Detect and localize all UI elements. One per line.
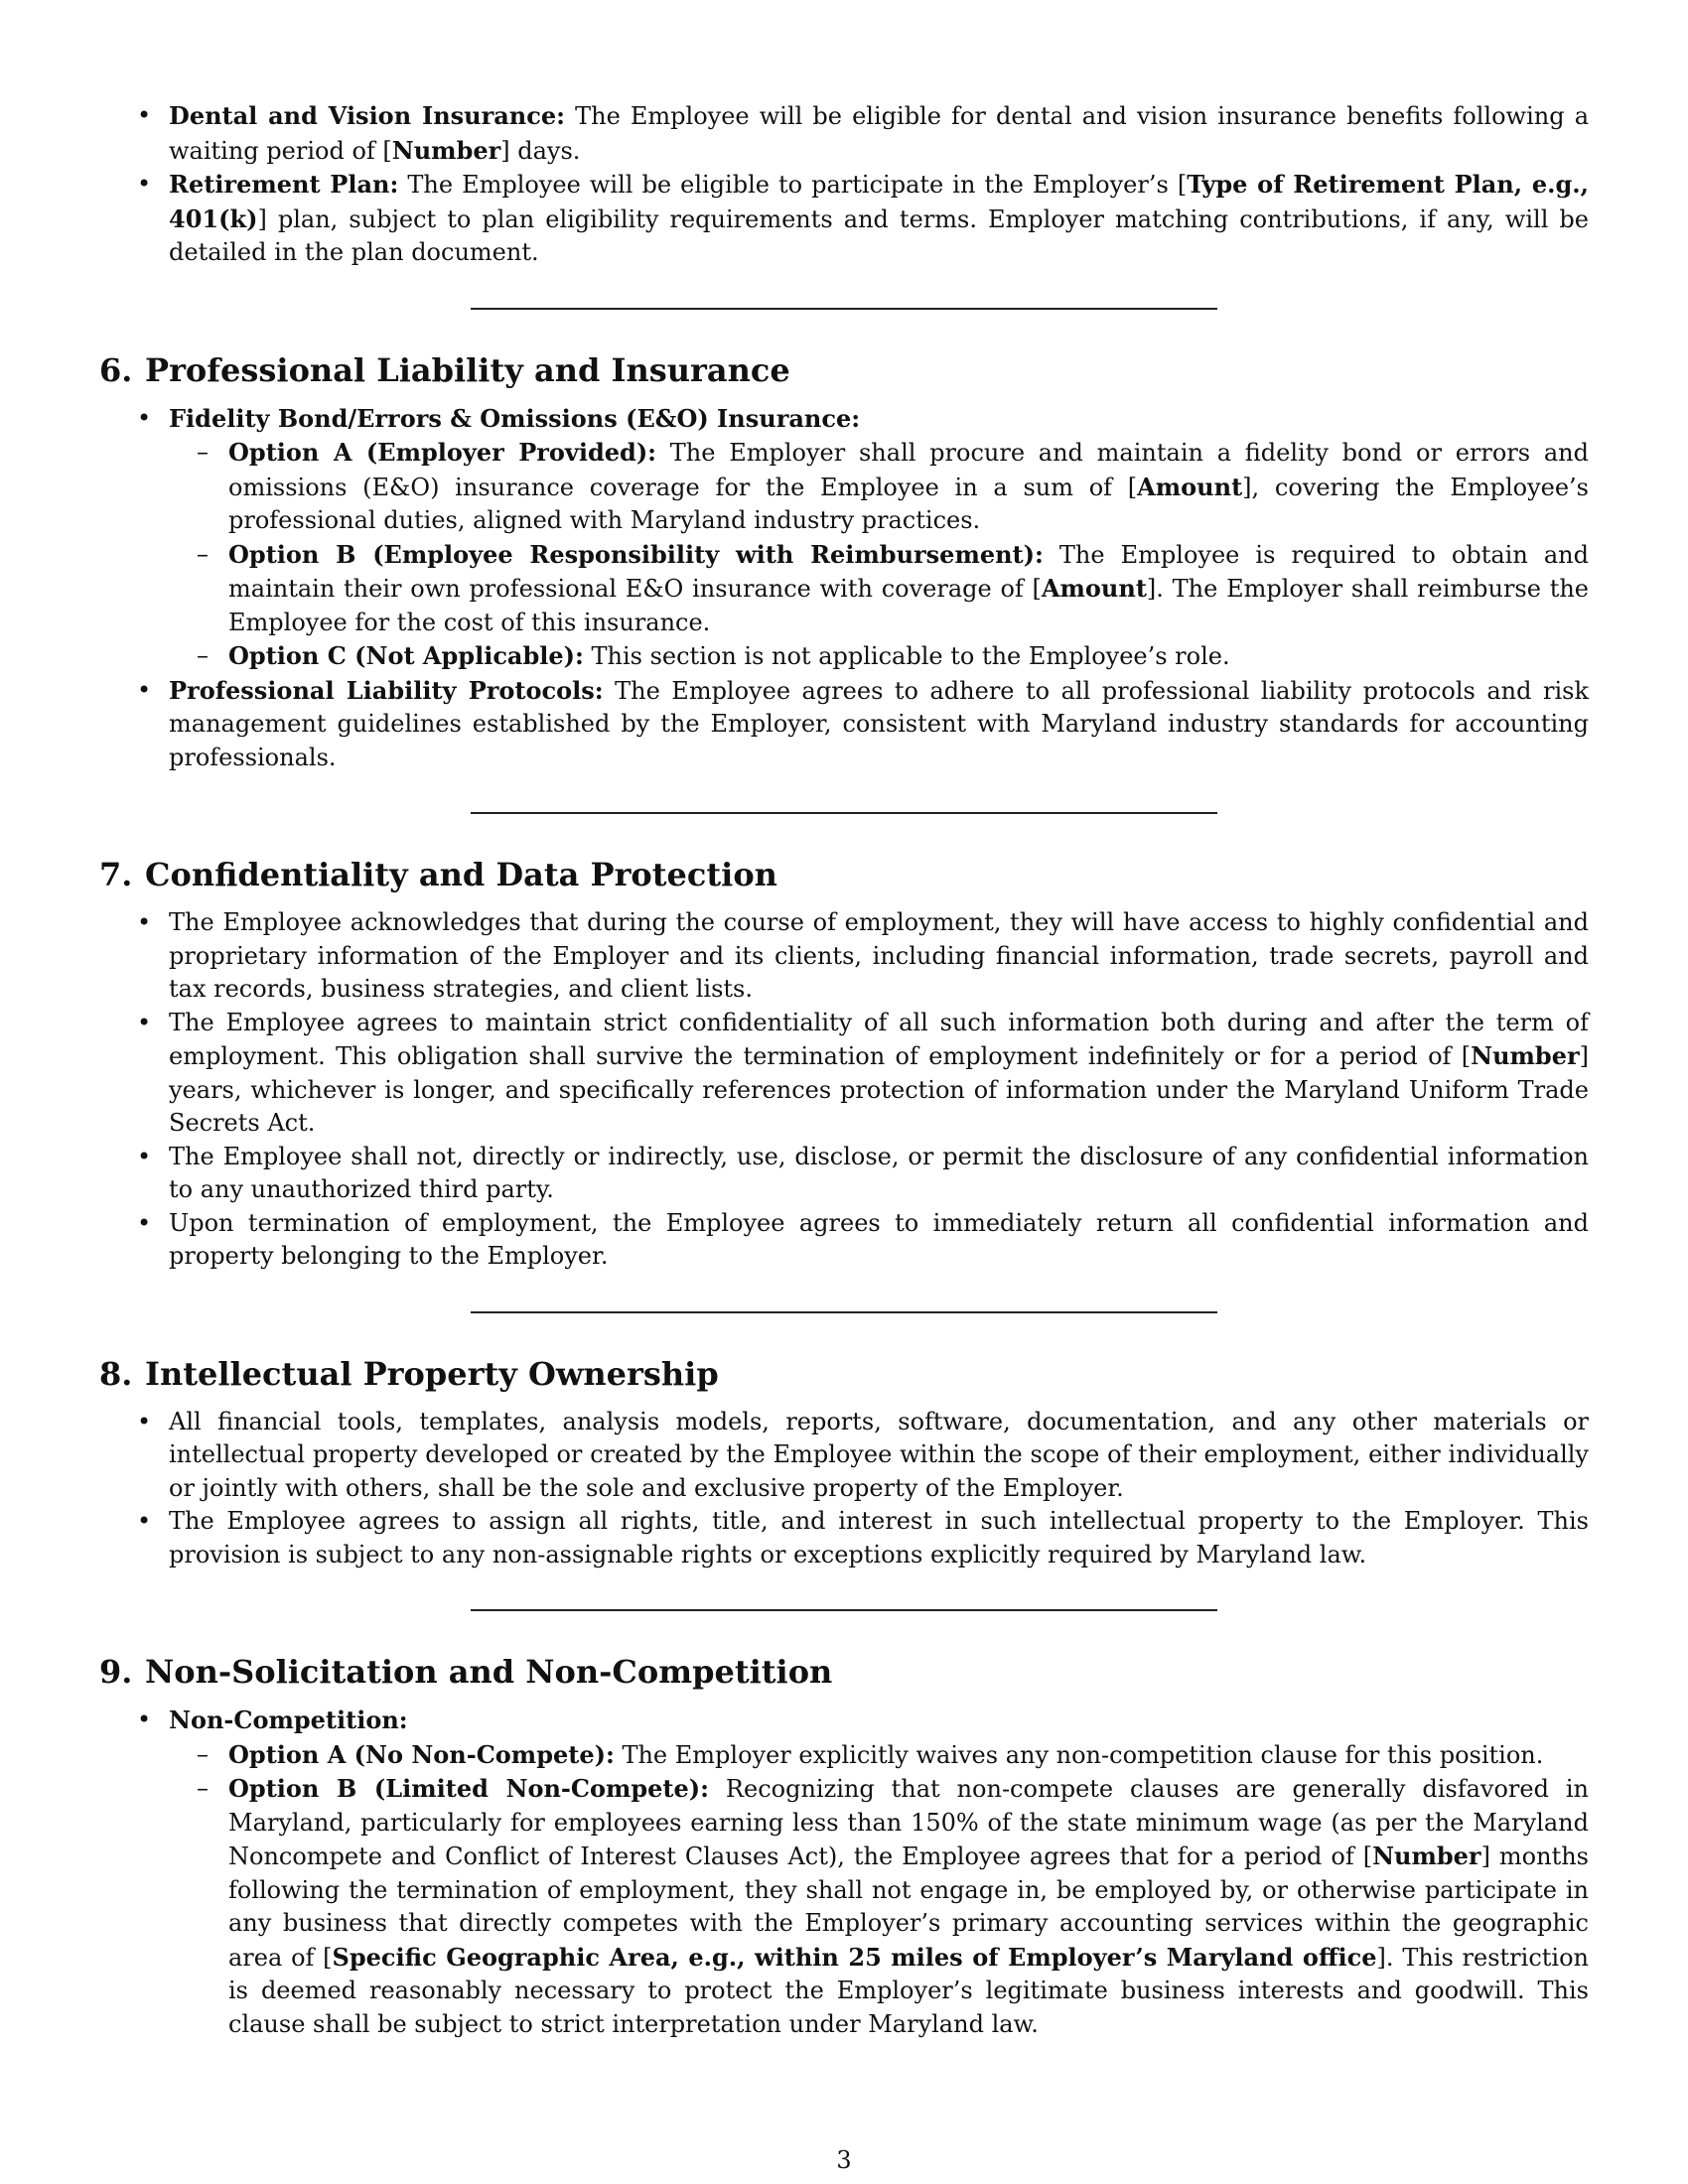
section-6-list (99, 402, 1589, 775)
list-item-dental-vision (99, 99, 1589, 168)
option-b-placeholder: Amount (1041, 574, 1147, 603)
list-item (99, 1007, 1589, 1141)
section-9-heading (99, 1652, 1589, 1692)
section-7-list (99, 906, 1589, 1274)
conf-text-a: The Employee agrees to maintain strict confidentiality of all such information both during and after the term of employment. This obligation shall survive the termination of employment indefinitely or for a period of [ (169, 1008, 1589, 1070)
retirement-label: Retirement Plan: (169, 170, 399, 199)
section-divider (471, 308, 1217, 310)
noncompete-label: Non-Competition: (169, 1706, 408, 1734)
section-divider (471, 812, 1217, 814)
nc-option-b-label: Option B (Limited Non-Compete): (228, 1774, 710, 1803)
option-a-label: Option A (Employer Provided): (228, 438, 657, 467)
document-page (99, 99, 1589, 2184)
section-7-number: 7. (99, 856, 133, 893)
page-number: 3 (836, 2146, 852, 2174)
protocols-label: Professional Liability Protocols: (169, 675, 604, 705)
option-b-text-a: The Employee is required to obtain and maintain their own professional E&O insurance with coverage of [ (228, 540, 1589, 603)
section-7-title: Confidentiality and Data Protection (145, 856, 777, 893)
section-6-number: 6. (99, 350, 133, 389)
nc-option-b-placeholder-2: Specific Geographic Area, e.g., within 25 miles of Employer’s Maryland office (332, 1942, 1377, 1972)
section-9-title: Non-Solicitation and Non-Competition (145, 1653, 833, 1691)
option-a-text-a: The Employer shall procure and maintain a fidelity bond or errors and omissions (E&O) insurance coverage for the Employee in a sum of [ (228, 439, 1590, 501)
section-8-heading (99, 1354, 1589, 1394)
option-c-label: Option C (Not Applicable): (228, 641, 584, 670)
fidelity-label: Fidelity Bond/Errors & Omissions (E&O) Insurance: (169, 403, 861, 433)
section-8-title: Intellectual Property Ownership (145, 1354, 719, 1393)
option-a-placeholder: Amount (1137, 472, 1243, 501)
list-item: • The Employee shall not, directly or indirectly, use, disclose, or permit the disclosure of any confidential information to any unauthorized third party. (99, 1141, 1589, 1207)
option-b-text-b: ]. The Employer shall reimburse the Employee for the cost of this insurance. (228, 575, 1590, 636)
conf-placeholder: Number (1471, 1041, 1580, 1070)
list-item: • All financial tools, templates, analysis models, reports, software, documentation, and any other materials or intellectual property developed or created by the Employee within the scope of their employment, either individually or jointly with others, shall be the sole and exclusive property of the Employer. (99, 1406, 1589, 1506)
retirement-text-a: The Employee will be eligible to participate in the Employer’s [ (398, 171, 1188, 199)
dental-label: Dental and Vision Insurance: (169, 101, 566, 130)
section-9-number: 9. (99, 1653, 133, 1691)
section-9-list (99, 1704, 1589, 2041)
dental-text-a: The Employee will be eligible for dental and vision insurance benefits following a waiting period of [ (169, 102, 1590, 165)
list-item: • Upon termination of employment, the Employee agrees to immediately return all confidential information and property belonging to the Employer. (99, 1207, 1589, 1274)
dental-text-b: ] days. (500, 136, 581, 165)
option-a-text-b: ], covering the Employee’s professional duties, aligned with Maryland industry practices. (228, 473, 1589, 534)
nc-option-b-text-c: ]. This restriction is deemed reasonably necessary to protect the Employer’s legitimate business interests and goodwill. This clause shall be subject to strict interpretation under Maryland law. (228, 1943, 1589, 2038)
list-item-noncompete (99, 1704, 1589, 2041)
dental-placeholder: Number (391, 135, 501, 165)
nc-option-b-placeholder-1: Number (1372, 1842, 1481, 1870)
list-item-option-c (169, 639, 1589, 674)
retirement-text-b: ] plan, subject to plan eligibility requirements and terms. Employer matching contributions, if any, will be detailed in the plan document. (169, 205, 1589, 266)
section-7-heading (99, 855, 1589, 894)
conf-text-b: ] years, whichever is longer, and specifically references protection of information under the Maryland Uniform Trade Secrets Act. (169, 1042, 1589, 1137)
section-divider (471, 1609, 1217, 1611)
protocols-text: The Employee agrees to adhere to all professional liability protocols and risk management guidelines established by the Employer, consistent with Maryland industry standards for accounting professionals. (169, 676, 1589, 771)
fidelity-options (169, 436, 1589, 674)
section-8-list (99, 1406, 1589, 1572)
section-8-number: 8. (99, 1354, 133, 1393)
list-item-protocols (99, 674, 1589, 775)
list-item-option-a (169, 436, 1589, 538)
benefits-list (99, 99, 1589, 270)
nc-option-a-label: Option A (No Non-Compete): (228, 1739, 615, 1769)
list-item: • The Employee acknowledges that during the course of employment, they will have access to highly confidential and proprietary information of the Employer and its clients, including financial information, trade secrets, payroll and tax records, business strategies, and client lists. (99, 906, 1589, 1007)
list-item-nc-option-b (169, 1772, 1589, 2041)
option-b-label: Option B (Employee Responsibility with Reimbursement): (228, 539, 1044, 569)
list-item: • The Employee agrees to assign all rights, title, and interest in such intellectual property to the Employer. This provision is subject to any non-assignable rights or exceptions explicitly required by Maryland law. (99, 1505, 1589, 1571)
section-6-heading (99, 350, 1589, 390)
nc-option-b-text-b: ] months following the termination of employment, they shall not engage in, be employed by, or otherwise participate in any business that directly competes with the Employer’s primary accounting services within the geographic area of [ (228, 1843, 1589, 1972)
nc-option-b-text-a: Recognizing that non-compete clauses are generally disfavored in Maryland, particularly for employees earning less than 150% of the state minimum wage (as per the Maryland Noncompete and Conflict of Interest Clauses Act), the Employee agrees that for a period of [ (228, 1775, 1589, 1870)
list-item-retirement (99, 168, 1589, 270)
nc-option-a-text: The Employer explicitly waives any non-competition clause for this position. (614, 1740, 1544, 1769)
list-item-fidelity (99, 402, 1589, 674)
list-item-option-b (169, 538, 1589, 640)
noncompete-options (169, 1738, 1589, 2042)
section-6-title: Professional Liability and Insurance (145, 350, 790, 389)
document-body (99, 99, 1589, 2041)
list-item-nc-option-a (169, 1738, 1589, 1773)
retirement-placeholder: Type of Retirement Plan, e.g., 401(k) (169, 170, 1590, 233)
option-c-text: This section is not applicable to the Employee’s role. (583, 642, 1230, 670)
section-divider (471, 1311, 1217, 1313)
